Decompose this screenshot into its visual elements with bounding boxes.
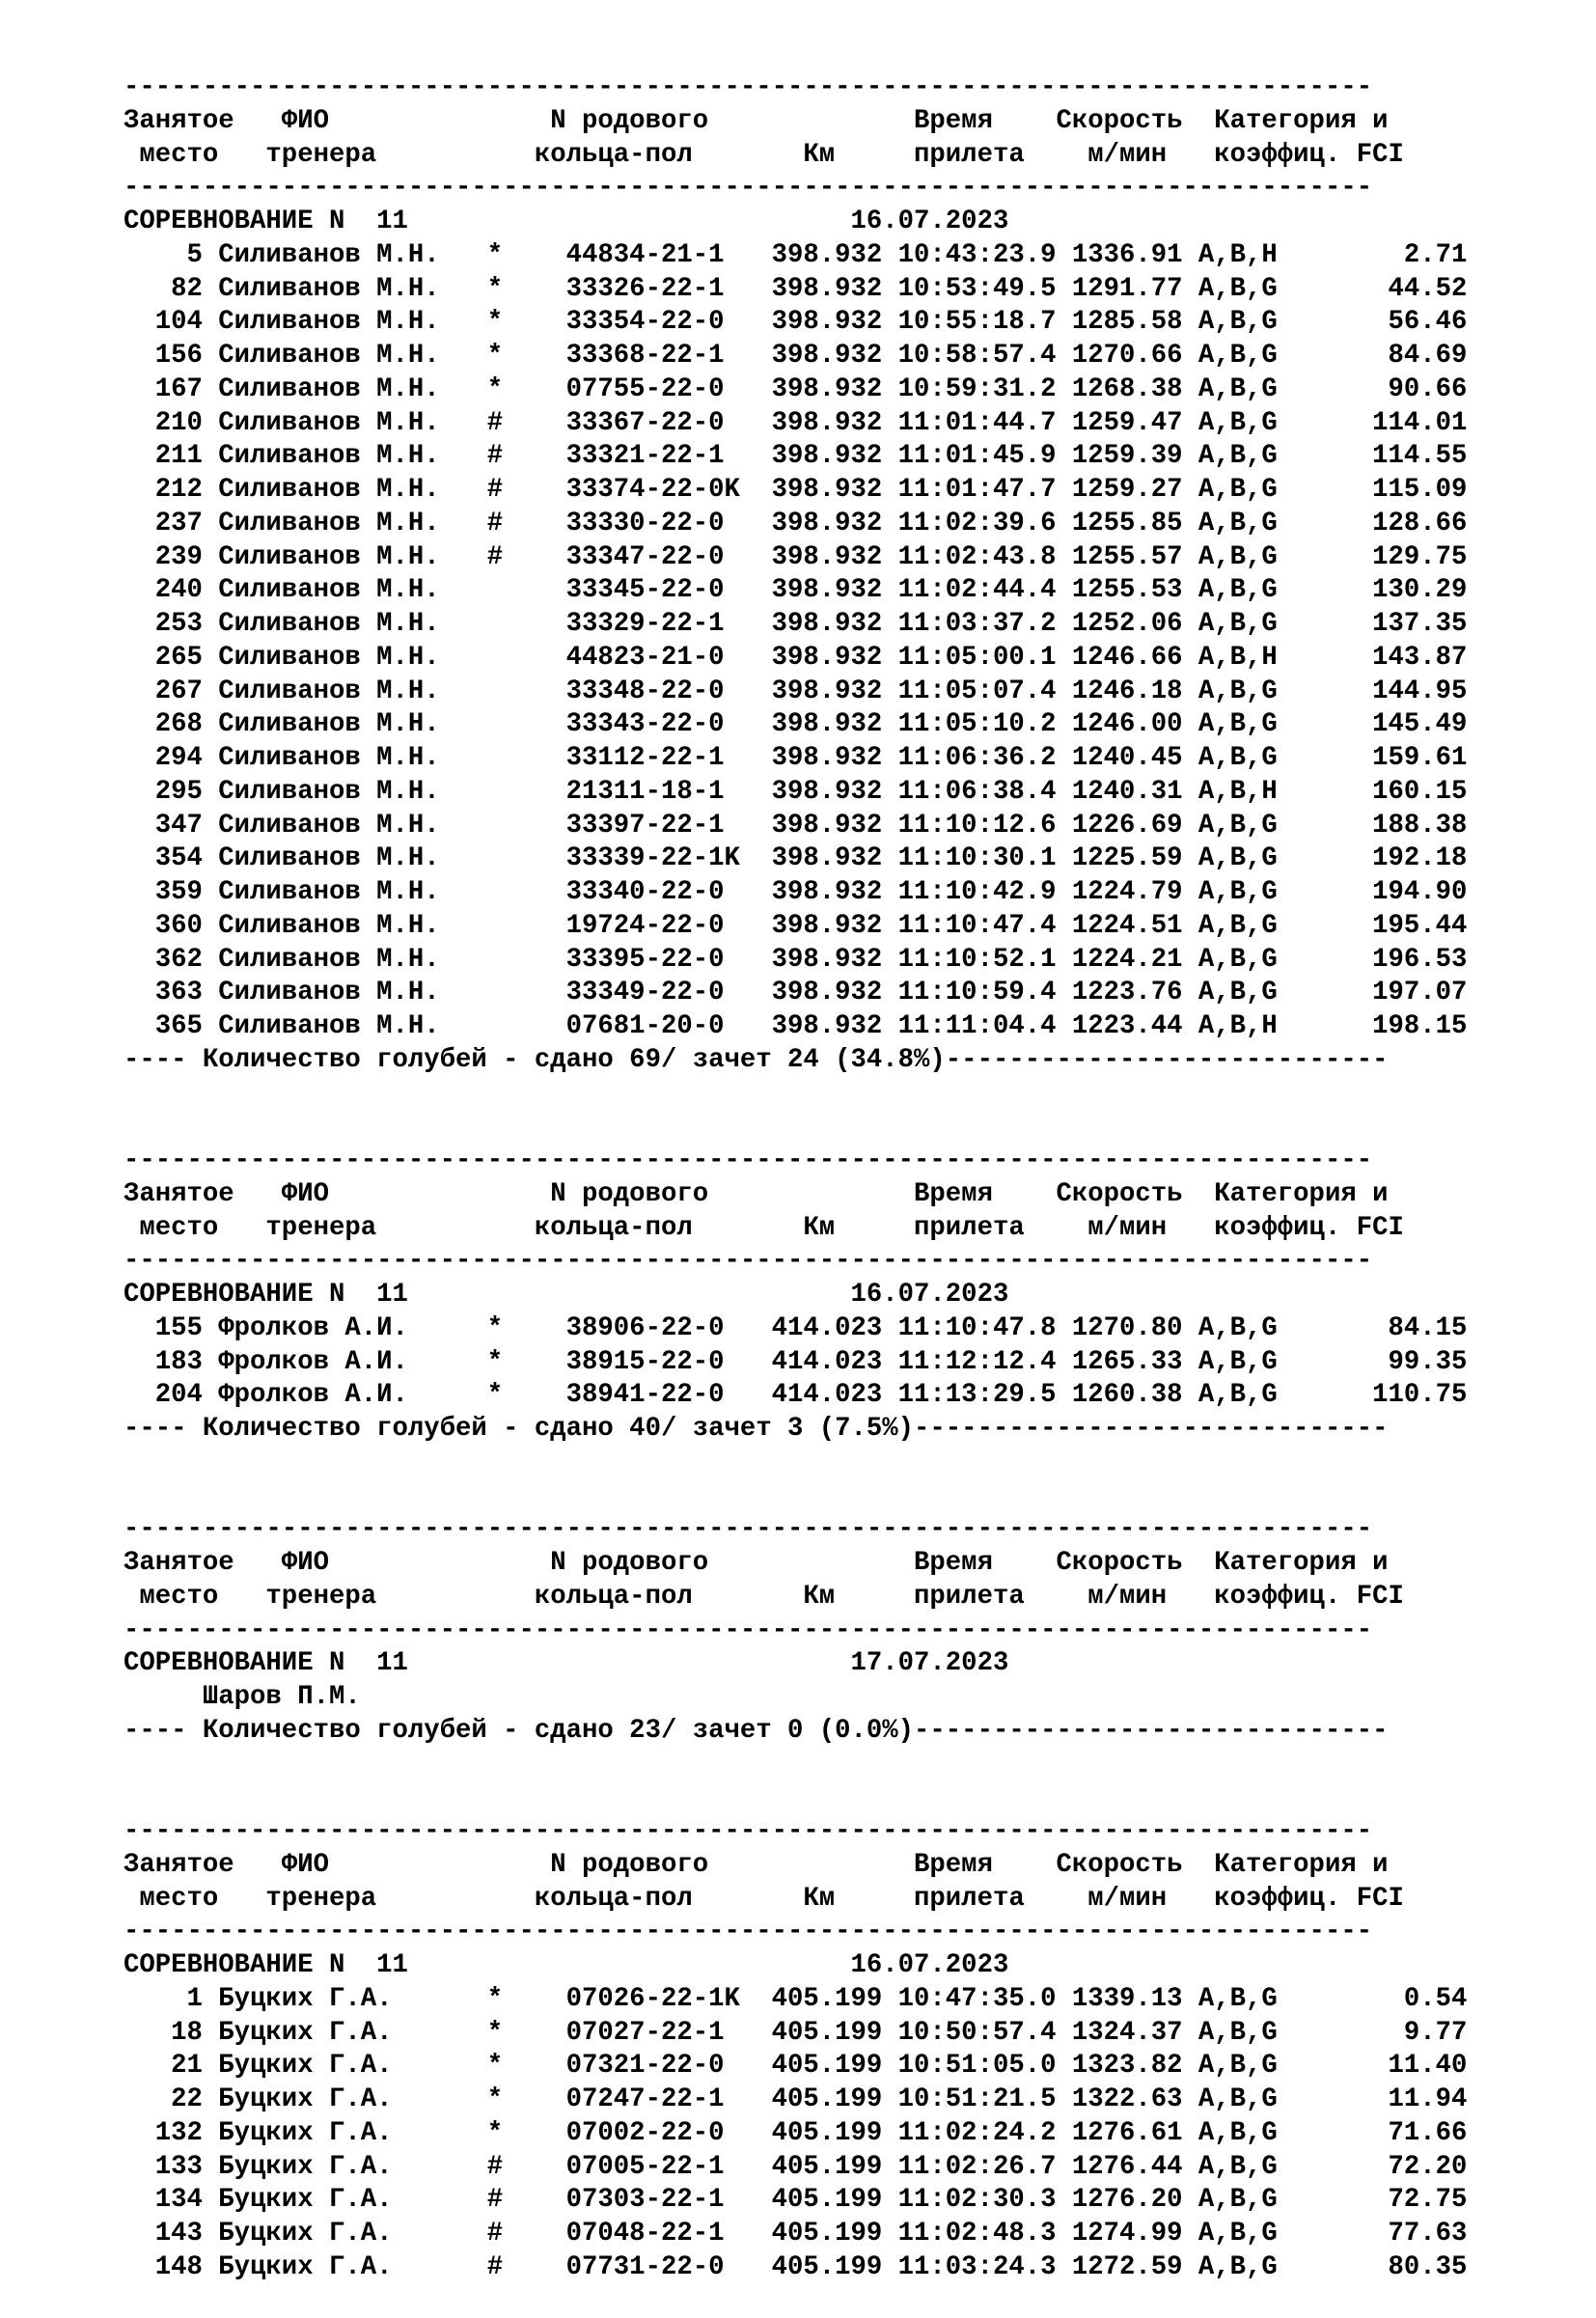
rule-line: -------------------------------------------------------------------------------	[124, 1245, 1467, 1279]
table-row: 240 Силиванов М.Н. 33345-22-0 398.932 11:02:44.4 1255.53 A,B,G 130.29	[124, 574, 1467, 608]
spacer	[124, 1447, 1467, 1480]
table-row: 362 Силиванов М.Н. 33395-22-0 398.932 11:10:52.1 1224.21 A,B,G 196.53	[124, 944, 1467, 978]
header-line-2: место тренера кольца-пол Км прилета м/мин коэффиц. FCI	[124, 139, 1467, 173]
table-row: 104 Силиванов М.Н. * 33354-22-0 398.932 10:55:18.7 1285.58 A,B,G 56.46	[124, 306, 1467, 340]
table-row: 239 Силиванов М.Н. # 33347-22-0 398.932 11:02:43.8 1255.57 A,B,G 129.75	[124, 541, 1467, 575]
section-title: СОРЕВНОВАНИЕ N 11 17.07.2023	[124, 1647, 1467, 1681]
table-row: 167 Силиванов М.Н. * 07755-22-0 398.932 10:59:31.2 1268.38 A,B,G 90.66	[124, 373, 1467, 407]
rule-line: -------------------------------------------------------------------------------	[124, 1815, 1467, 1849]
table-row: 22 Буцких Г.А. * 07247-22-1 405.199 10:51:21.5 1322.63 A,B,G 11.94	[124, 2083, 1467, 2117]
table-row: 359 Силиванов М.Н. 33340-22-0 398.932 11:10:42.9 1224.79 A,B,G 194.90	[124, 876, 1467, 910]
section-title: СОРЕВНОВАНИЕ N 11 16.07.2023	[124, 1949, 1467, 1983]
table-row: 211 Силиванов М.Н. # 33321-22-1 398.932 11:01:45.9 1259.39 A,B,G 114.55	[124, 440, 1467, 474]
header-line-1: Занятое ФИО N родового Время Скорость Категория и	[124, 1547, 1467, 1581]
table-row: 294 Силиванов М.Н. 33112-22-1 398.932 11:06:36.2 1240.45 A,B,G 159.61	[124, 742, 1467, 776]
table-row: 253 Силиванов М.Н. 33329-22-1 398.932 11:03:37.2 1252.06 A,B,G 137.35	[124, 608, 1467, 642]
header-line-1: Занятое ФИО N родового Время Скорость Категория и	[124, 105, 1467, 139]
table-row: 1 Буцких Г.А. * 07026-22-1K 405.199 10:47:35.0 1339.13 A,B,G 0.54	[124, 1983, 1467, 2017]
table-row: 156 Силиванов М.Н. * 33368-22-1 398.932 10:58:57.4 1270.66 A,B,G 84.69	[124, 340, 1467, 373]
spacer	[124, 1480, 1467, 1514]
header-line-2: место тренера кольца-пол Км прилета м/мин коэффиц. FCI	[124, 1212, 1467, 1246]
rule-line: -------------------------------------------------------------------------------	[124, 1614, 1467, 1648]
table-row: 155 Фролков А.И. * 38906-22-0 414.023 11:10:47.8 1270.80 A,B,G 84.15	[124, 1312, 1467, 1346]
table-row: 82 Силиванов М.Н. * 33326-22-1 398.932 10:53:49.5 1291.77 A,B,G 44.52	[124, 273, 1467, 307]
table-row: 212 Силиванов М.Н. # 33374-22-0K 398.932 11:01:47.7 1259.27 A,B,G 115.09	[124, 474, 1467, 508]
spacer	[124, 1749, 1467, 1782]
table-row: 210 Силиванов М.Н. # 33367-22-0 398.932 11:01:44.7 1259.47 A,B,G 114.01	[124, 407, 1467, 441]
spacer	[124, 1111, 1467, 1145]
rule-line: -------------------------------------------------------------------------------	[124, 1916, 1467, 1949]
header-line-2: место тренера кольца-пол Км прилета м/мин коэффиц. FCI	[124, 1581, 1467, 1614]
table-row: 360 Силиванов М.Н. 19724-22-0 398.932 11:10:47.4 1224.51 A,B,G 195.44	[124, 910, 1467, 944]
table-row: 143 Буцких Г.А. # 07048-22-1 405.199 11:02:48.3 1274.99 A,B,G 77.63	[124, 2218, 1467, 2251]
table-row: 18 Буцких Г.А. * 07027-22-1 405.199 10:50:57.4 1324.37 A,B,G 9.77	[124, 2017, 1467, 2051]
table-row: 132 Буцких Г.А. * 07002-22-0 405.199 11:02:24.2 1276.61 A,B,G 71.66	[124, 2117, 1467, 2151]
rule-line: -------------------------------------------------------------------------------	[124, 1513, 1467, 1547]
table-row: 148 Буцких Г.А. # 07731-22-0 405.199 11:03:24.3 1272.59 A,B,G 80.35	[124, 2251, 1467, 2285]
section-title: СОРЕВНОВАНИЕ N 11 16.07.2023	[124, 1279, 1467, 1312]
table-row: 347 Силиванов М.Н. 33397-22-1 398.932 11:10:12.6 1226.69 A,B,G 188.38	[124, 810, 1467, 843]
table-row: 365 Силиванов М.Н. 07681-20-0 398.932 11:11:04.4 1223.44 A,B,H 198.15	[124, 1010, 1467, 1044]
table-row: 183 Фролков А.И. * 38915-22-0 414.023 11:12:12.4 1265.33 A,B,G 99.35	[124, 1346, 1467, 1380]
table-row: 363 Силиванов М.Н. 33349-22-0 398.932 11:10:59.4 1223.76 A,B,G 197.07	[124, 977, 1467, 1010]
spacer	[124, 2285, 1467, 2318]
header-line-1: Занятое ФИО N родового Время Скорость Категория и	[124, 1178, 1467, 1212]
section-summary: ---- Количество голубей - сдано 69/ зачет 24 (34.8%)----------------------------	[124, 1044, 1467, 1078]
rule-line: -------------------------------------------------------------------------------	[124, 1145, 1467, 1178]
table-row: 295 Силиванов М.Н. 21311-18-1 398.932 11:06:38.4 1240.31 A,B,H 160.15	[124, 776, 1467, 810]
rule-line: -------------------------------------------------------------------------------	[124, 172, 1467, 206]
table-row: 354 Силиванов М.Н. 33339-22-1K 398.932 11:10:30.1 1225.59 A,B,G 192.18	[124, 842, 1467, 876]
section-summary: ---- Количество голубей - сдано 23/ зачет 0 (0.0%)------------------------------	[124, 1715, 1467, 1749]
table-row: 133 Буцких Г.А. # 07005-22-1 405.199 11:02:26.7 1276.44 A,B,G 72.20	[124, 2151, 1467, 2185]
table-row: 204 Фролков А.И. * 38941-22-0 414.023 11:13:29.5 1260.38 A,B,G 110.75	[124, 1379, 1467, 1413]
header-line-1: Занятое ФИО N родового Время Скорость Категория и	[124, 1849, 1467, 1883]
table-row: 134 Буцких Г.А. # 07303-22-1 405.199 11:02:30.3 1276.20 A,B,G 72.75	[124, 2184, 1467, 2218]
section-summary: ---- Количество голубей - сдано 40/ зачет 3 (7.5%)------------------------------	[124, 1413, 1467, 1447]
table-row: 265 Силиванов М.Н. 44823-21-0 398.932 11:05:00.1 1246.66 A,B,H 143.87	[124, 642, 1467, 676]
header-line-2: место тренера кольца-пол Км прилета м/мин коэффиц. FCI	[124, 1883, 1467, 1917]
results-report	[124, 71, 1467, 2318]
table-row: 21 Буцких Г.А. * 07321-22-0 405.199 10:51:05.0 1323.82 A,B,G 11.40	[124, 2050, 1467, 2083]
table-row: 268 Силиванов М.Н. 33343-22-0 398.932 11:05:10.2 1246.00 A,B,G 145.49	[124, 708, 1467, 742]
table-row: 5 Силиванов М.Н. * 44834-21-1 398.932 10:43:23.9 1336.91 A,B,H 2.71	[124, 239, 1467, 273]
section-title: СОРЕВНОВАНИЕ N 11 16.07.2023	[124, 206, 1467, 239]
rule-line: -------------------------------------------------------------------------------	[124, 71, 1467, 105]
spacer	[124, 1781, 1467, 1815]
spacer	[124, 1078, 1467, 1112]
table-row: Шаров П.М.	[124, 1681, 1467, 1715]
table-row: 267 Силиванов М.Н. 33348-22-0 398.932 11:05:07.4 1246.18 A,B,G 144.95	[124, 676, 1467, 709]
table-row: 237 Силиванов М.Н. # 33330-22-0 398.932 11:02:39.6 1255.85 A,B,G 128.66	[124, 508, 1467, 541]
